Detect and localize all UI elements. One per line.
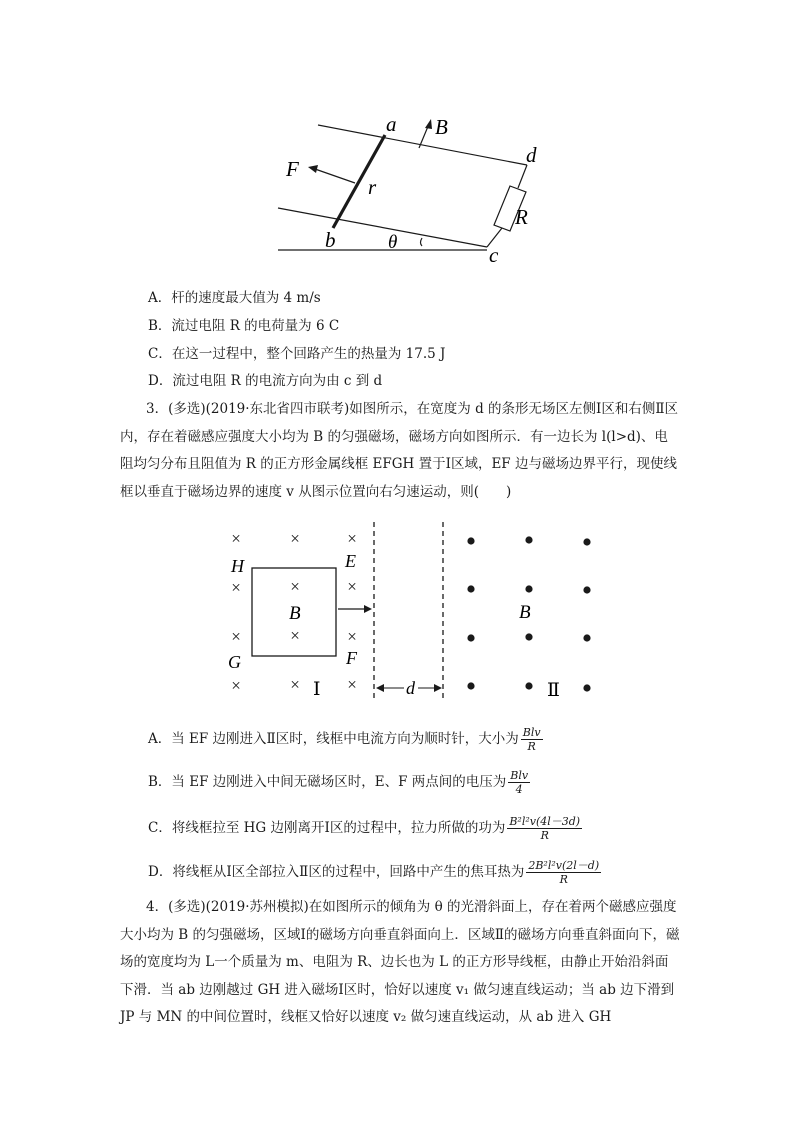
- d-arrow-right-head: [434, 684, 442, 692]
- rail-top: [318, 125, 527, 165]
- force-arrow-F-head: [308, 165, 318, 173]
- cross-mark: ×: [290, 577, 300, 596]
- cross-mark: ×: [290, 626, 300, 645]
- cross-mark: ×: [231, 676, 241, 695]
- label-E: E: [345, 551, 356, 571]
- dot-mark: [525, 536, 532, 543]
- fraction: $\frac{\text{Blv}}{R}$: [522, 726, 541, 753]
- label-B-left: B: [289, 603, 301, 624]
- cross-mark: ×: [231, 578, 241, 597]
- dot-mark: [467, 682, 474, 689]
- q3-option-b: B．当 EF 边刚进入中间无磁场区时，E、F 两点间的电压为 $\frac{\text{Blv}}{4}$: [148, 769, 529, 796]
- dot-mark: [525, 633, 532, 640]
- label-theta: θ: [388, 232, 398, 253]
- label-B-field: B: [435, 115, 448, 139]
- label-H: H: [231, 556, 244, 576]
- q2-option-c: C．在这一过程中，整个回路产生的热量为 17.5 J: [148, 346, 446, 362]
- label-F-force: F: [286, 157, 299, 181]
- q2-option-b: B．流过电阻 R 的电荷量为 6 C: [148, 318, 340, 334]
- region-2-label: Ⅱ: [547, 680, 560, 701]
- q3-option-c: C．将线框拉至 HG 边刚离开Ⅰ区的过程中，拉力所做的功为 $\frac{\text{B²l²v(4l－3d)}}{R}$: [148, 815, 581, 842]
- cross-mark: ×: [347, 577, 357, 596]
- label-r: r: [368, 175, 377, 199]
- dot-mark: [467, 634, 474, 641]
- dot-mark: [525, 585, 532, 592]
- label-c: c: [489, 243, 499, 267]
- cross-mark: ×: [231, 627, 241, 646]
- label-b: b: [325, 228, 336, 252]
- dot-mark: [525, 682, 532, 689]
- d-arrow-left-head: [376, 684, 384, 692]
- cross-mark: ×: [290, 529, 300, 548]
- dot-mark: [583, 538, 590, 545]
- dot-mark: [583, 684, 590, 691]
- q4-stem: 4．(多选)(2019·苏州模拟)在如图所示的倾角为 θ 的光滑斜面上，存在着两个磁感应强度大小均为 B 的匀强磁场，区域Ⅰ的磁场方向垂直斜面向上．区域Ⅱ的磁场方向垂直斜面向下，磁场的宽度均为 L一个质量为 m、电阻为 R、边长也为 L 的正方形导线框，由静止开始沿斜面下滑．当 ab 边刚越过 GH 进入磁场Ⅰ区时，恰好以速度 v₁ 做匀速直线运动；当 ab 边下滑到 JP 与 MN 的中间位置时，线框又恰好以速度 v₂ 做匀速直线运动，从 ab 进入 GH: [120, 899, 680, 1025]
- region-1-label: Ⅰ: [313, 679, 321, 700]
- label-d: d: [526, 143, 537, 167]
- cross-mark: ×: [231, 529, 241, 548]
- q2-option-a: A．杆的速度最大值为 4 m/s: [148, 290, 321, 306]
- q2-option-d: D．流过电阻 R 的电流方向为由 c 到 d: [148, 373, 383, 389]
- dot-mark: [583, 586, 590, 593]
- q3-option-a: A．当 EF 边刚进入Ⅱ区时，线框中电流方向为顺时针，大小为 $\frac{\text{Blv}}{R}$: [148, 726, 541, 753]
- q3-option-d: D．将线框从Ⅰ区全部拉入Ⅱ区的过程中，回路中产生的焦耳热为 $\frac{\text{2B²l²v(2l－d)}}{R}$: [148, 859, 600, 886]
- label-d: d: [406, 678, 415, 698]
- fraction: $\frac{\text{2B²l²v(2l－d)}}{R}$: [528, 859, 600, 886]
- label-G: G: [228, 652, 241, 672]
- cross-mark: ×: [347, 627, 357, 646]
- figure-rails-diagram: [270, 108, 550, 268]
- q3-stem: 3．(多选)(2019·东北省四市联考)如图所示，在宽度为 d 的条形无场区左侧Ⅰ区和右侧Ⅱ区内，存在着磁感应强度大小均为 B 的匀强磁场，磁场方向如图所示．有一边长为 l(l>d)、电阻均匀分布且阻值为 R 的正方形金属线框 EFGH 置于Ⅰ区域，EF 边与磁场边界平行，现使线框以垂直于磁场边界的速度 v 从图示位置向右匀速运动，则( ): [120, 401, 679, 500]
- label-B-right: B: [519, 602, 531, 623]
- end-wire-d: [518, 165, 527, 188]
- rod-ab: [333, 135, 385, 228]
- figure-field-regions: [220, 520, 610, 710]
- cross-mark: ×: [290, 675, 300, 694]
- cross-mark: ×: [347, 529, 357, 548]
- field-arrow-B-head: [425, 119, 432, 129]
- label-F: F: [346, 648, 357, 668]
- force-arrow-F: [315, 169, 355, 183]
- fraction: $\frac{\text{Blv}}{4}$: [510, 769, 529, 796]
- fraction: $\frac{\text{B²l²v(4l－3d)}}{R}$: [509, 815, 581, 842]
- velocity-arrow-head: [364, 605, 372, 613]
- dot-mark: [467, 537, 474, 544]
- label-R: R: [515, 205, 528, 229]
- theta-arc: [421, 238, 423, 246]
- dot-mark: [467, 585, 474, 592]
- label-a: a: [386, 112, 397, 136]
- rail-bottom: [278, 208, 487, 247]
- dot-mark: [583, 634, 590, 641]
- cross-mark: ×: [347, 675, 357, 694]
